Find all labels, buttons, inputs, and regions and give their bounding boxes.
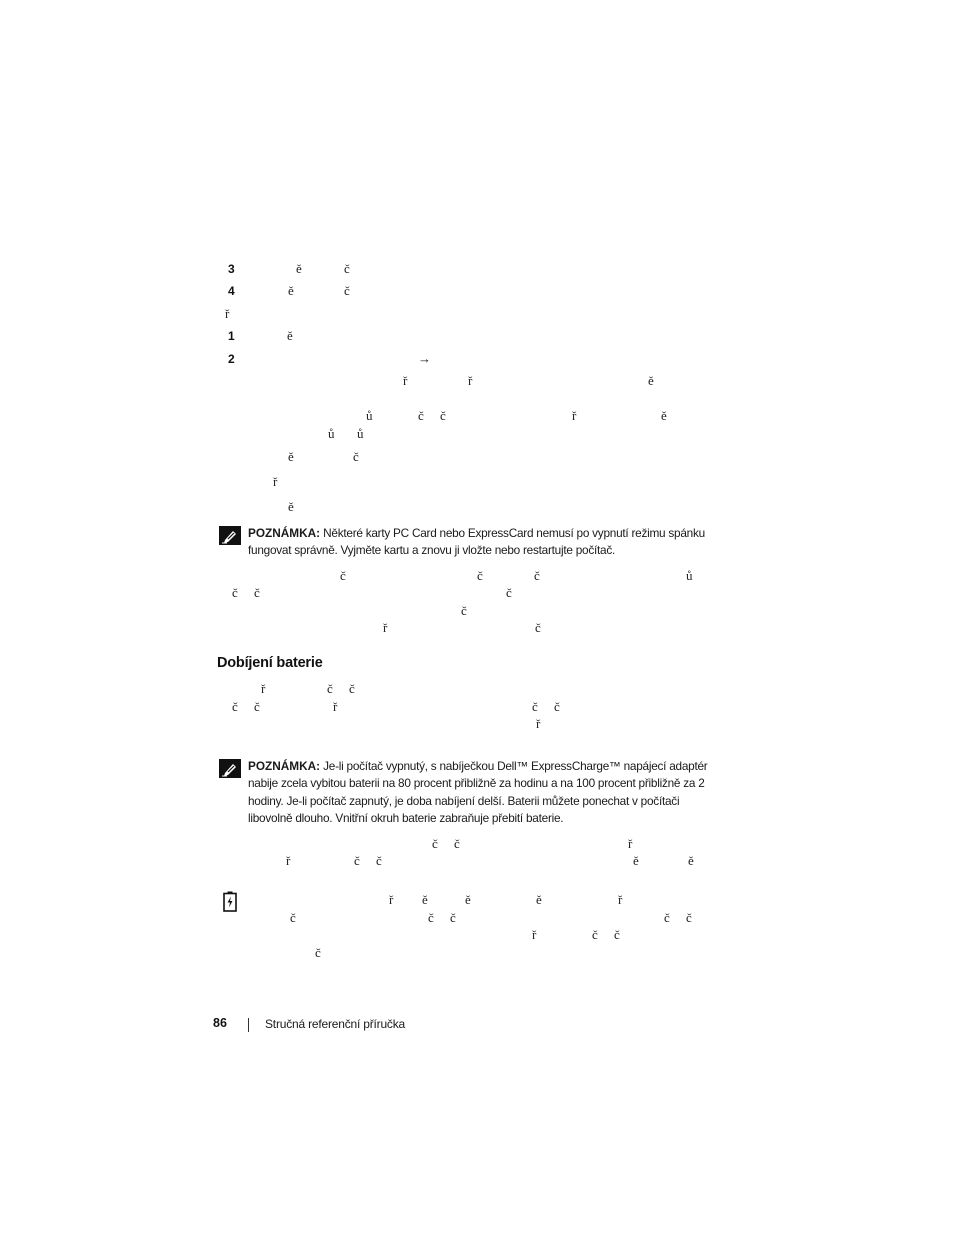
text-glyph: ř xyxy=(286,853,291,868)
text-glyph: ř xyxy=(628,836,633,851)
text-glyph: ě xyxy=(422,892,428,907)
text-glyph: ř xyxy=(536,716,541,731)
text-glyph: č xyxy=(340,568,346,583)
text-glyph: č xyxy=(349,681,355,696)
text-glyph: č xyxy=(376,853,382,868)
page-number: 86 xyxy=(213,1016,227,1030)
text-glyph: ř xyxy=(383,620,388,635)
text-glyph: č xyxy=(534,568,540,583)
battery-charge-icon xyxy=(223,891,237,912)
text-glyph: ě xyxy=(288,283,294,298)
text-glyph: ř xyxy=(389,892,394,907)
text-glyph: č xyxy=(664,910,670,925)
text-glyph: ř xyxy=(468,373,473,388)
text-glyph: č xyxy=(232,699,238,714)
text-glyph: ů xyxy=(686,568,693,583)
text-glyph: ě xyxy=(688,853,694,868)
step-number: 3 xyxy=(228,262,235,276)
section-heading: Dobíjení baterie xyxy=(217,655,323,671)
note-pencil-icon xyxy=(219,526,241,545)
text-glyph: č xyxy=(506,585,512,600)
note-pencil-icon xyxy=(219,759,241,778)
text-glyph: č xyxy=(354,853,360,868)
text-glyph: č xyxy=(418,408,424,423)
text-glyph: ě xyxy=(288,499,294,514)
note-label: POZNÁMKA: xyxy=(248,759,321,773)
text-glyph: č xyxy=(232,585,238,600)
step-number: 2 xyxy=(228,352,235,366)
text-glyph: ů xyxy=(366,408,373,423)
text-glyph: č xyxy=(353,449,359,464)
text-glyph: č xyxy=(290,910,296,925)
text-glyph: ř xyxy=(333,699,338,714)
text-glyph: ř xyxy=(261,681,266,696)
text-glyph: ř xyxy=(532,927,537,942)
note-label: POZNÁMKA: xyxy=(248,526,321,540)
text-glyph: č xyxy=(461,603,467,618)
note-box xyxy=(248,525,718,560)
text-glyph: č xyxy=(344,261,350,276)
text-glyph: ů xyxy=(328,426,335,441)
text-glyph: ě xyxy=(536,892,542,907)
text-glyph: č xyxy=(454,836,460,851)
text-glyph: č xyxy=(554,699,560,714)
arrow-glyph: → xyxy=(418,351,431,366)
text-glyph: ě xyxy=(465,892,471,907)
text-glyph: ě xyxy=(287,328,293,343)
step-number: 1 xyxy=(228,329,235,343)
text-glyph: č xyxy=(440,408,446,423)
text-glyph: ě xyxy=(661,408,667,423)
text-glyph: ě xyxy=(288,449,294,464)
text-glyph: č xyxy=(254,585,260,600)
text-glyph: č xyxy=(592,927,598,942)
text-glyph: č xyxy=(477,568,483,583)
note-text: Je-li počítač vypnutý, s nabíječkou Dell™ ExpressCharge™ napájecí adaptér nabije zcela vybitou baterii na 80 procent přibližně za hodinu a na 100 procent přibližně za 2 hodiny. Je-li počítač zapnutý, je doba nabíjení delší. Baterii můžete ponechat v počítači libovolně dlouho. Vnitřní okruh baterie zabraňuje přebití baterie. xyxy=(248,759,708,825)
text-glyph: ř xyxy=(618,892,623,907)
text-glyph: ě xyxy=(633,853,639,868)
text-glyph: ř xyxy=(403,373,408,388)
note-text: Některé karty PC Card nebo ExpressCard nemusí po vypnutí režimu spánku fungovat správně. Vyjměte kartu a znovu ji vložte nebo restartujte počítač. xyxy=(248,526,705,558)
text-glyph: č xyxy=(532,699,538,714)
text-glyph: č xyxy=(614,927,620,942)
text-glyph: ů xyxy=(357,426,364,441)
footer-title: Stručná referenční příručka xyxy=(265,1017,406,1031)
step-number: 4 xyxy=(228,284,235,298)
note-box xyxy=(248,758,710,827)
text-glyph: č xyxy=(450,910,456,925)
footer-divider xyxy=(248,1018,249,1032)
text-glyph: č xyxy=(432,836,438,851)
text-glyph: č xyxy=(535,620,541,635)
text-glyph: č xyxy=(327,681,333,696)
text-glyph: ř xyxy=(273,474,278,489)
text-glyph: č xyxy=(254,699,260,714)
text-glyph: č xyxy=(428,910,434,925)
text-glyph: ě xyxy=(296,261,302,276)
text-glyph: ř xyxy=(572,408,577,423)
text-glyph: č xyxy=(315,945,321,960)
text-glyph: ě xyxy=(648,373,654,388)
text-glyph: ř xyxy=(225,306,230,321)
text-glyph: č xyxy=(344,283,350,298)
text-glyph: č xyxy=(686,910,692,925)
